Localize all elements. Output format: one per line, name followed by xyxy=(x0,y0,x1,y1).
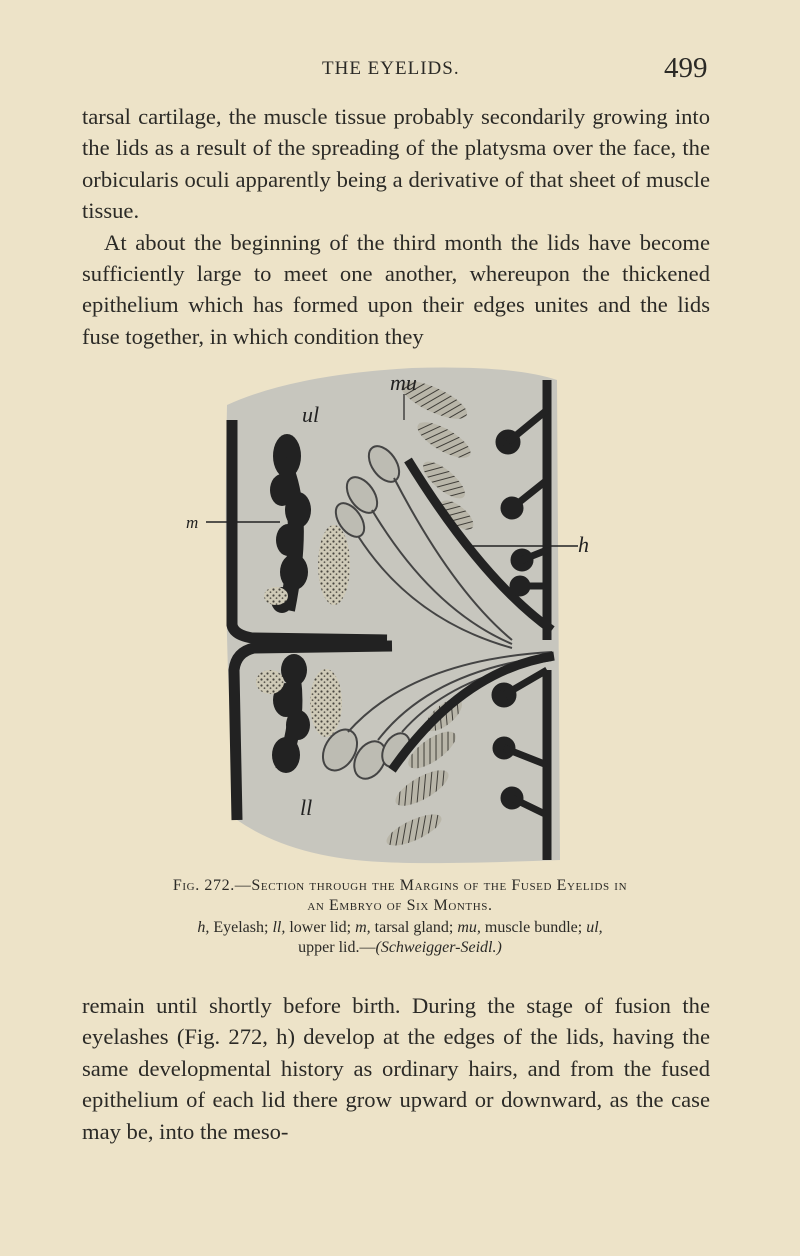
legend-desc: muscle bundle; xyxy=(480,919,587,936)
caption-legend xyxy=(80,918,720,958)
legend-desc: lower lid; xyxy=(285,919,356,936)
legend-key: h, xyxy=(197,919,210,936)
caption-title xyxy=(80,876,720,916)
legend-desc: tarsal gland; xyxy=(370,919,458,936)
paragraph: tarsal cartilage, the muscle tissue probably secondarily growing into the lids as a result of the spreading of the platysma over the face, the orbicularis oculi apparently being a derivative of that sheet of muscle tissue. xyxy=(82,104,710,224)
caption-legend-line xyxy=(80,918,720,938)
legend-key: ul, xyxy=(586,919,603,936)
body-text-bottom xyxy=(82,990,710,1147)
figure-label-m: m xyxy=(186,513,199,532)
legend-desc: Eyelash; xyxy=(209,919,273,936)
caption-title-line: an Embryo of Six Months. xyxy=(307,897,493,914)
legend-desc: upper lid.— xyxy=(298,939,376,956)
figure-caption xyxy=(80,876,720,958)
page-number: 499 xyxy=(664,52,708,84)
page-header xyxy=(0,52,800,92)
figure-272 xyxy=(182,360,602,870)
stippled-area xyxy=(264,587,288,605)
legend-key: mu, xyxy=(457,919,481,936)
stippled-area xyxy=(318,525,350,605)
body-text-top xyxy=(82,101,710,352)
caption-credit: (Schweigger-Seidl.) xyxy=(375,939,502,956)
paragraph: remain until shortly before birth. During the stage of fusion the eyelashes (Fig. 272, h) develop at the edges of the lids, having the same developmental history as ordinary hairs, and from the fused epithelium of each lid there grow upward or downward, as the case may be, into the meso- xyxy=(82,993,710,1144)
running-title: THE EYELIDS. xyxy=(322,58,460,79)
caption-title-line: Fig. 272.—Section through the Margins of the Fused Eyelids in xyxy=(172,877,628,894)
legend-key: m, xyxy=(355,919,371,936)
figure-label-h: h xyxy=(578,532,589,557)
paragraph: At about the beginning of the third month the lids have become sufficiently large to meet one another, whereupon the thickened epithelium which has formed upon their edges unites and the lids fuse together, in which condition they xyxy=(82,229,710,349)
stippled-area xyxy=(310,669,342,737)
stippled-area xyxy=(256,670,284,694)
figure-label-ll: ll xyxy=(300,795,313,820)
figure-label-mu: mu xyxy=(390,370,417,395)
figure-label-ul: ul xyxy=(302,402,320,427)
legend-key: ll, xyxy=(272,919,286,936)
histology-section-illustration xyxy=(182,360,602,870)
caption-legend-line xyxy=(80,938,720,958)
